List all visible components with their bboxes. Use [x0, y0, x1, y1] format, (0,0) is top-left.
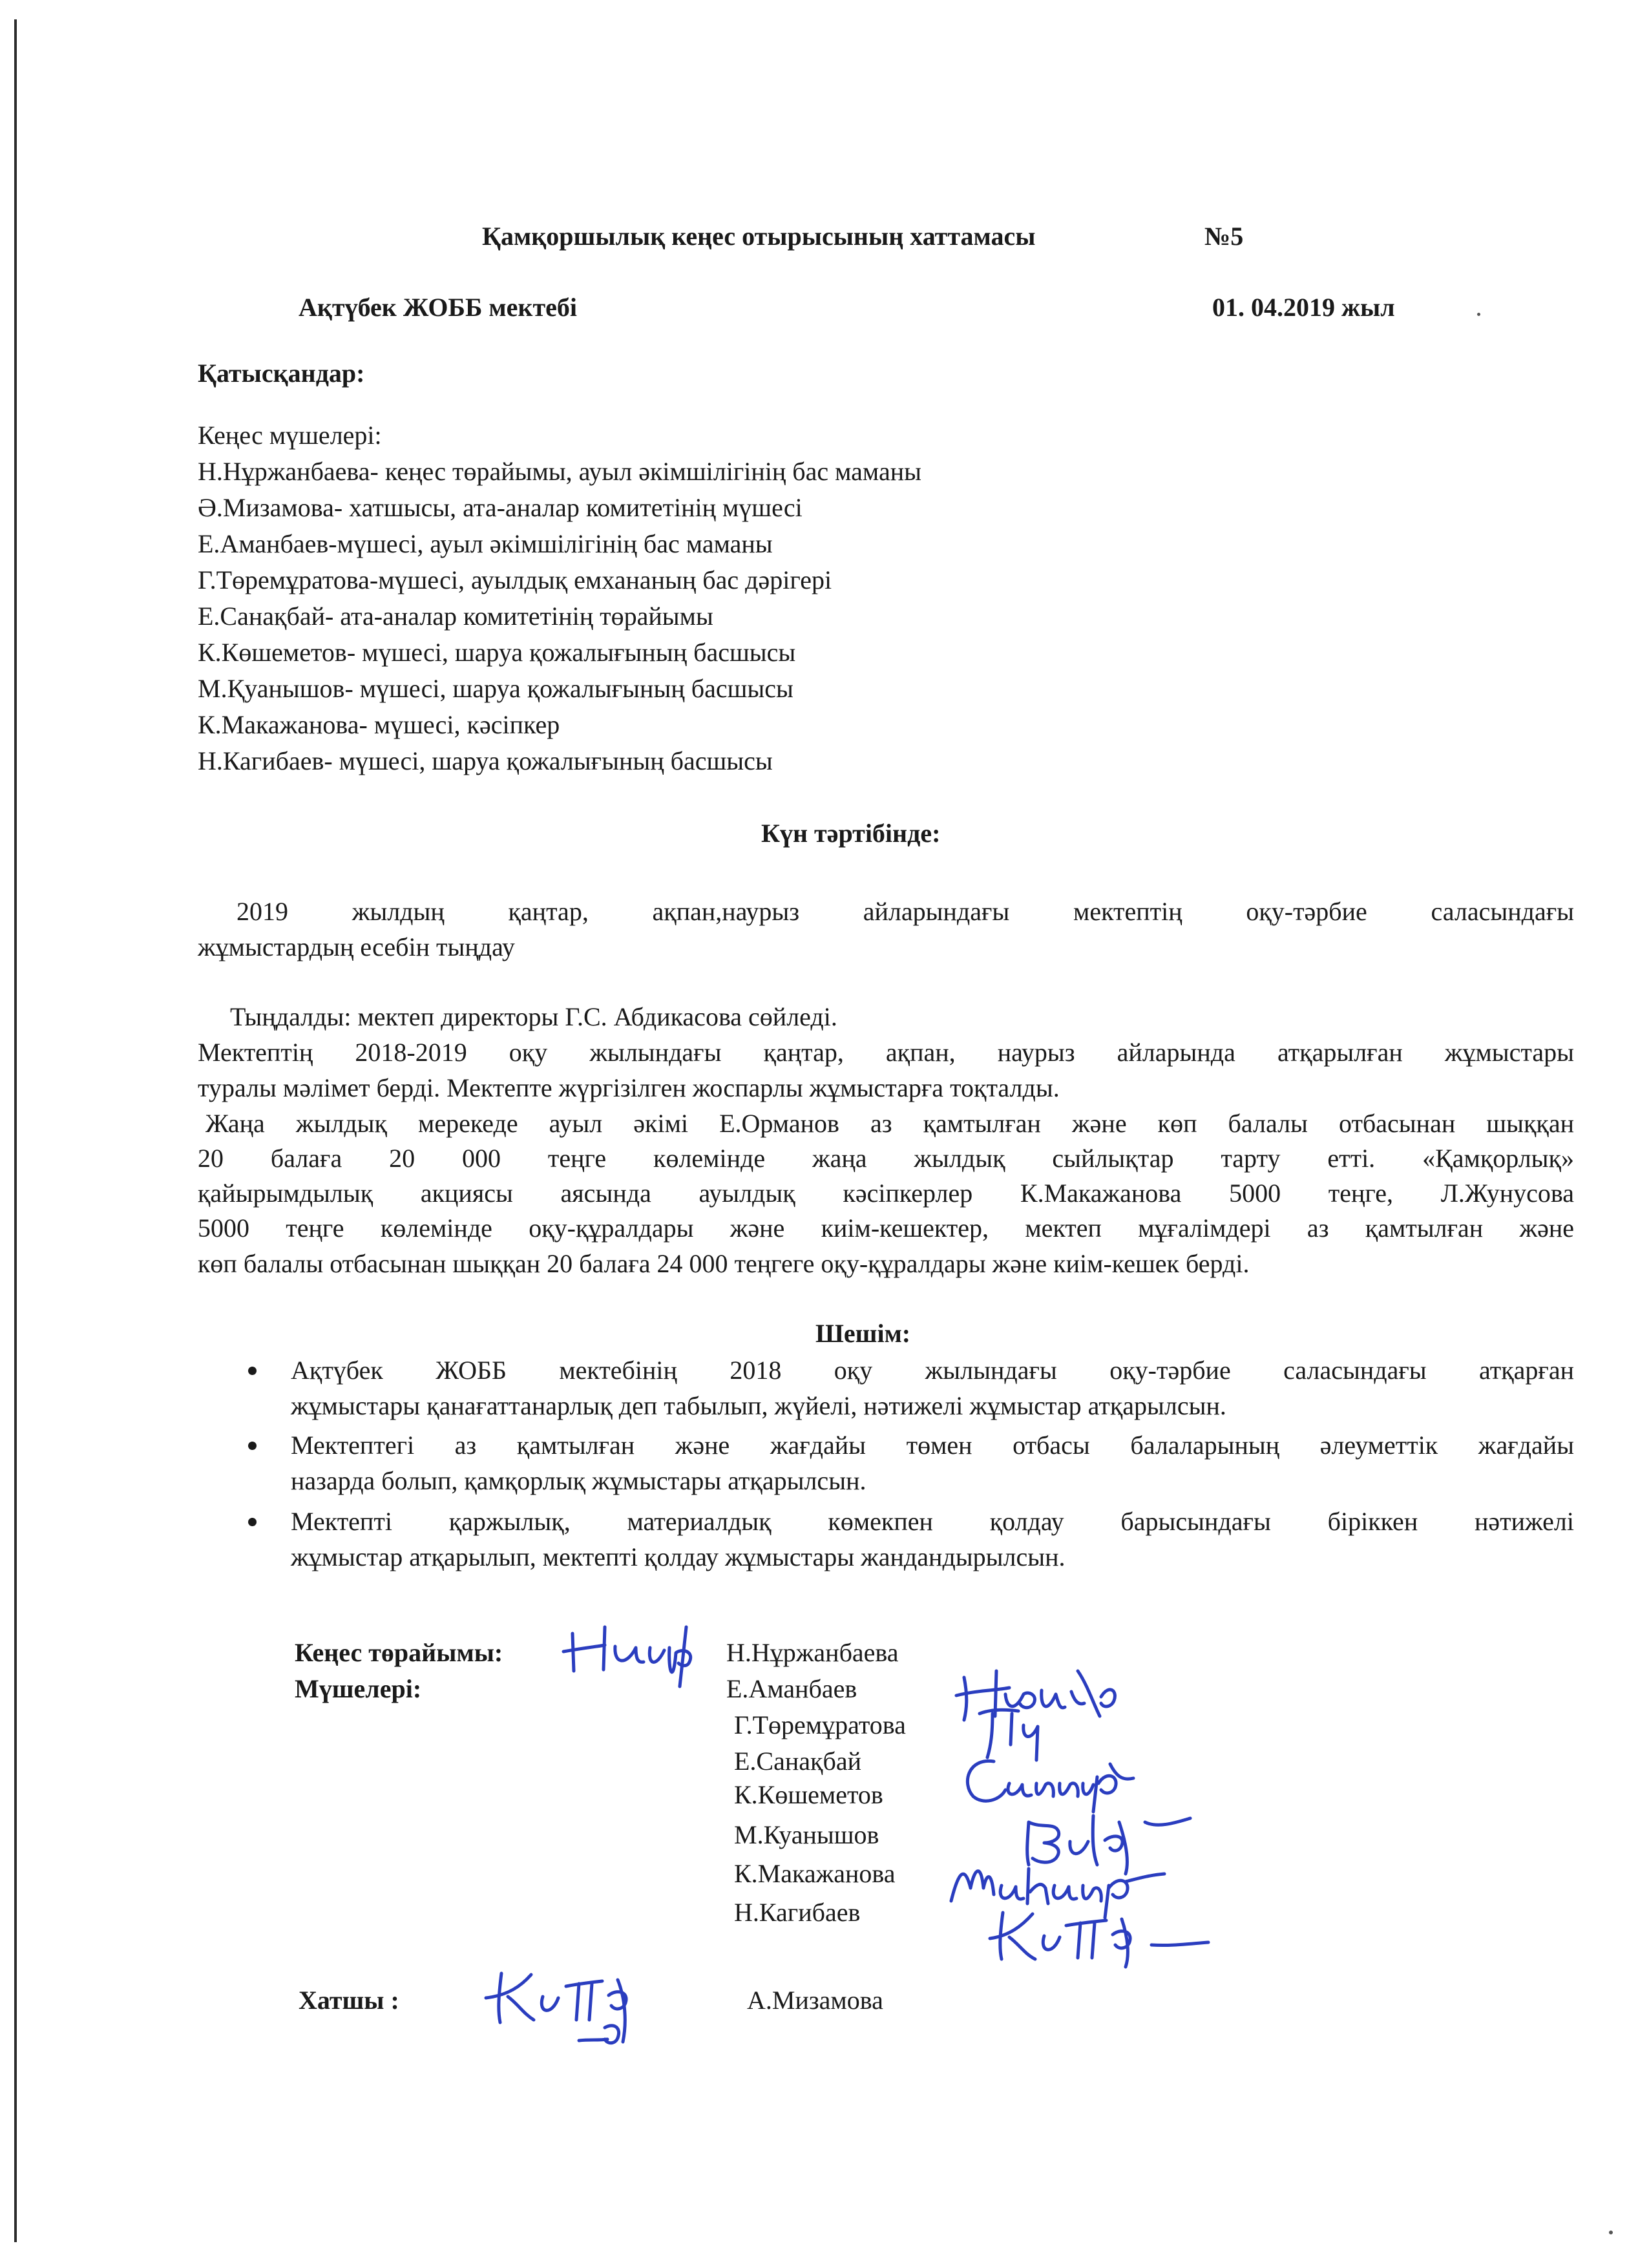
bullet-icon [248, 1367, 257, 1375]
member-line: Е.Санақбай- ата-аналар комитетінің төрайымы [198, 602, 713, 631]
member-line: Ә.Мизамова- хатшысы, ата-аналар комитетінің мүшесі [198, 493, 803, 522]
member-signatory-name: К.Көшеметов [734, 1780, 883, 1809]
listened-line: Жаңа жылдық мерекеде ауыл әкімі Е.Орманов аз қамтылған және көп балалы отбасынан шыққан [205, 1109, 1574, 1138]
listened-line: 20 балаға 20 000 теңге көлемінде жаңа жылдық сыйлықтар тарту етті. «Қамқорлық» [198, 1144, 1574, 1173]
agenda-text-line: жұмыстардың есебін тыңдау [198, 932, 515, 961]
meeting-date: 01. 04.2019 жыл [1212, 293, 1395, 322]
secretary-signature [476, 1958, 650, 2055]
member-line: Н.Кагибаев- мүшесі, шаруа қожалығының басшысы [198, 746, 773, 775]
member-line: К.Макажанова- мүшесі, кәсіпкер [198, 710, 560, 739]
bullet-icon [248, 1442, 257, 1450]
listened-line: Тыңдалды: мектеп директоры Г.С. Абдикасова сөйледі. [230, 1002, 837, 1031]
member-signature [983, 1900, 1216, 1971]
scan-speck [1477, 313, 1480, 316]
member-signatory-name: М.Куанышов [734, 1820, 879, 1849]
protocol-number: №5 [1204, 222, 1244, 251]
decision-item-line: жұмыстары қанағаттанарлық деп табылып, жүйелі, нәтижелі жұмыстар атқарылсын. [291, 1391, 1226, 1420]
bullet-icon [248, 1518, 257, 1526]
decision-item-line: жұмыстар атқарылып, мектепті қолдау жұмыстары жандандырылсын. [291, 1542, 1066, 1571]
member-signatory-name: Е.Аманбаев [726, 1674, 857, 1703]
agenda-heading: Күн тәртібінде: [761, 819, 941, 848]
secretary-name: А.Мизамова [747, 1986, 883, 2015]
council-members-heading: Кеңес мүшелері: [198, 421, 382, 450]
chair-signature [560, 1614, 715, 1692]
chair-name: Н.Нұржанбаева [726, 1638, 899, 1667]
member-line: Г.Төремұратова-мүшесі, ауылдық емхананың бас дәрігері [198, 565, 832, 594]
listened-line: туралы мәлімет берді. Мектепте жүргізілген жоспарлы жұмыстарға тоқталды. [198, 1073, 1060, 1102]
decision-item-line: Мектепті қаржылық, материалдық көмекпен қолдау барысындағы біріккен нәтижелі [291, 1507, 1574, 1536]
chair-label: Кеңес төрайымы: [295, 1638, 503, 1667]
school-name: Ақтүбек ЖОББ мектебі [299, 293, 577, 322]
member-signatory-name: Е.Санақбай [734, 1747, 861, 1776]
document-title: Қамқоршылық кеңес отырысының хаттамасы [482, 222, 1036, 251]
listened-line: Мектептің 2018-2019 оқу жылындағы қаңтар, ақпан, наурыз айларында атқарылған жұмыстары [198, 1038, 1574, 1067]
decision-heading: Шешім: [815, 1319, 911, 1348]
scan-left-edge [14, 19, 17, 2242]
listened-line: қайырымдылық акциясы аясында ауылдық кәсіпкерлер К.Макажанова 5000 теңге, Л.Жунусова [198, 1179, 1574, 1208]
listened-line: 5000 теңге көлемінде оқу-құралдары және киім-кешектер, мектеп мұғалімдері аз қамтылған және [198, 1213, 1574, 1243]
participants-heading: Қатысқандар: [198, 359, 365, 388]
members-label: Мүшелері: [295, 1674, 422, 1703]
decision-item-line: Ақтүбек ЖОББ мектебінің 2018 оқу жылындағы оқу-тәрбие саласындағы атқарған [291, 1356, 1574, 1385]
decision-item-line: Мектептегі аз қамтылған және жағдайы төмен отбасы балаларының әлеуметтік жағдайы [291, 1431, 1574, 1460]
member-line: Е.Аманбаев-мүшесі, ауыл әкімшілігінің бас маманы [198, 529, 773, 558]
decision-item-line: назарда болып, қамқорлық жұмыстары атқарылсын. [291, 1466, 867, 1495]
listened-line: көп балалы отбасынан шыққан 20 балаға 24 000 теңгеге оқу-құралдары және киім-кешек берді. [198, 1249, 1250, 1278]
secretary-label: Хатшы : [299, 1986, 399, 2015]
member-signatory-name: К.Макажанова [734, 1859, 896, 1888]
scan-speck [1609, 2231, 1613, 2234]
member-line: К.Көшеметов- мүшесі, шаруа қожалығының басшысы [198, 638, 796, 667]
member-line: Н.Нұржанбаева- кеңес төрайымы, ауыл әкімшілігінің бас маманы [198, 457, 921, 486]
agenda-text-line: 2019 жылдың қаңтар, ақпан,наурыз айларындағы мектептің оқу-тәрбие саласындағы [236, 897, 1574, 926]
member-signatory-name: Г.Төремұратова [734, 1710, 906, 1739]
member-signatory-name: Н.Кагибаев [734, 1898, 861, 1927]
member-line: М.Қуанышов- мүшесі, шаруа қожалығының басшысы [198, 674, 793, 703]
